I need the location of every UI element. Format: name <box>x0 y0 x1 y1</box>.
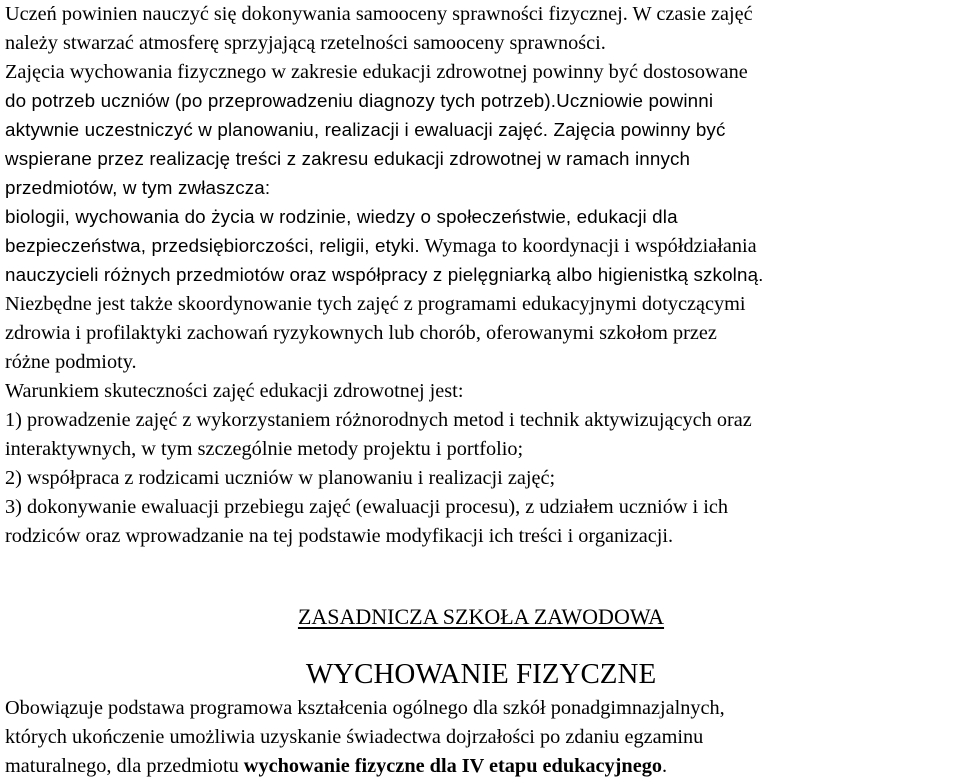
paragraph-2-line-7-continuation: Wymaga to koordynacji i współdziałania <box>419 235 757 257</box>
paragraph-1-line-1: Uczeń powinien nauczyć się dokonywania samooceny sprawności fizycznej. W czasie zajęć <box>5 3 753 25</box>
closing-paragraph-line-3 <box>5 754 667 780</box>
paragraph-2-line-3-text: aktywnie uczestniczyć w planowaniu, realizacji i ewaluacji zajęć. <box>5 119 549 140</box>
paragraph-3-line-3: różne podmioty. <box>5 351 137 373</box>
paragraph-2-line-8: nauczycieli różnych przedmiotów oraz współpracy z pielęgniarką albo higienistką szkolną. <box>5 264 764 285</box>
paragraph-2-line-7-text: bezpieczeństwa, przedsiębiorczości, religii, etyki. <box>5 235 420 256</box>
closing-paragraph-line-2: których ukończenie umożliwia uzyskanie świadectwa dojrzałości po zdaniu egzaminu <box>5 726 704 748</box>
closing-paragraph-line-3-end: . <box>662 755 668 777</box>
condition-item-1-line-1: 1) prowadzenie zajęć z wykorzystaniem różnorodnych metod i technik aktywizujących oraz <box>5 409 752 431</box>
paragraph-2-line-6: biologii, wychowania do życia w rodzinie, wiedzy o społeczeństwie, edukacji dla <box>5 206 678 227</box>
subject-heading: WYCHOWANIE FIZYCZNE <box>305 658 657 690</box>
paragraph-2-line-7 <box>5 234 757 260</box>
paragraph-2-line-2 <box>5 89 713 115</box>
conditions-intro: Warunkiem skuteczności zajęć edukacji zdrowotnej jest: <box>5 380 464 402</box>
section-heading: ZASADNICZA SZKOŁA ZAWODOWA <box>297 604 665 629</box>
paragraph-2-line-5: przedmiotów, w tym zwłaszcza: <box>5 177 271 198</box>
paragraph-2-line-3-continuation: Zajęcia powinny być <box>548 119 726 140</box>
paragraph-2-line-4: wspierane przez realizację treści z zakresu edukacji zdrowotnej w ramach innych <box>5 148 691 169</box>
paragraph-2-line-2-text: do potrzeb uczniów (po przeprowadzeniu diagnozy tych potrzeb). <box>5 90 557 111</box>
paragraph-2-line-3 <box>5 118 726 144</box>
condition-item-3-line-1: 3) dokonywanie ewaluacji przebiegu zajęć (ewaluacji procesu), z udziałem uczniów i ich <box>5 496 729 518</box>
paragraph-3-line-1: Niezbędne jest także skoordynowanie tych zajęć z programami edukacyjnymi dotyczącymi <box>5 293 746 315</box>
paragraph-2-line-1: Zajęcia wychowania fizycznego w zakresie edukacji zdrowotnej powinny być dostosowane <box>5 61 748 83</box>
paragraph-2-line-2-continuation: Uczniowie powinni <box>556 90 714 111</box>
condition-item-3-line-2: rodziców oraz wprowadzanie na tej podstawie modyfikacji ich treści i organizacji. <box>5 525 674 547</box>
condition-item-2: 2) współpraca z rodzicami uczniów w planowaniu i realizacji zajęć; <box>5 467 556 489</box>
paragraph-1-line-2: należy stwarzać atmosferę sprzyjającą rzetelności samooceny sprawności. <box>5 32 606 54</box>
paragraph-3-line-2: zdrowia i profilaktyki zachowań ryzykownych lub chorób, oferowanymi szkołom przez <box>5 322 717 344</box>
closing-paragraph-line-1: Obowiązuje podstawa programowa kształcenia ogólnego dla szkół ponadgimnazjalnych, <box>5 697 725 719</box>
subject-emphasis: wychowanie fizyczne dla IV etapu edukacyjnego <box>243 755 662 777</box>
closing-paragraph-line-3-text: maturalnego, dla przedmiotu <box>5 755 244 777</box>
condition-item-1-line-2: interaktywnych, w tym szczególnie metody projektu i portfolio; <box>5 438 524 460</box>
